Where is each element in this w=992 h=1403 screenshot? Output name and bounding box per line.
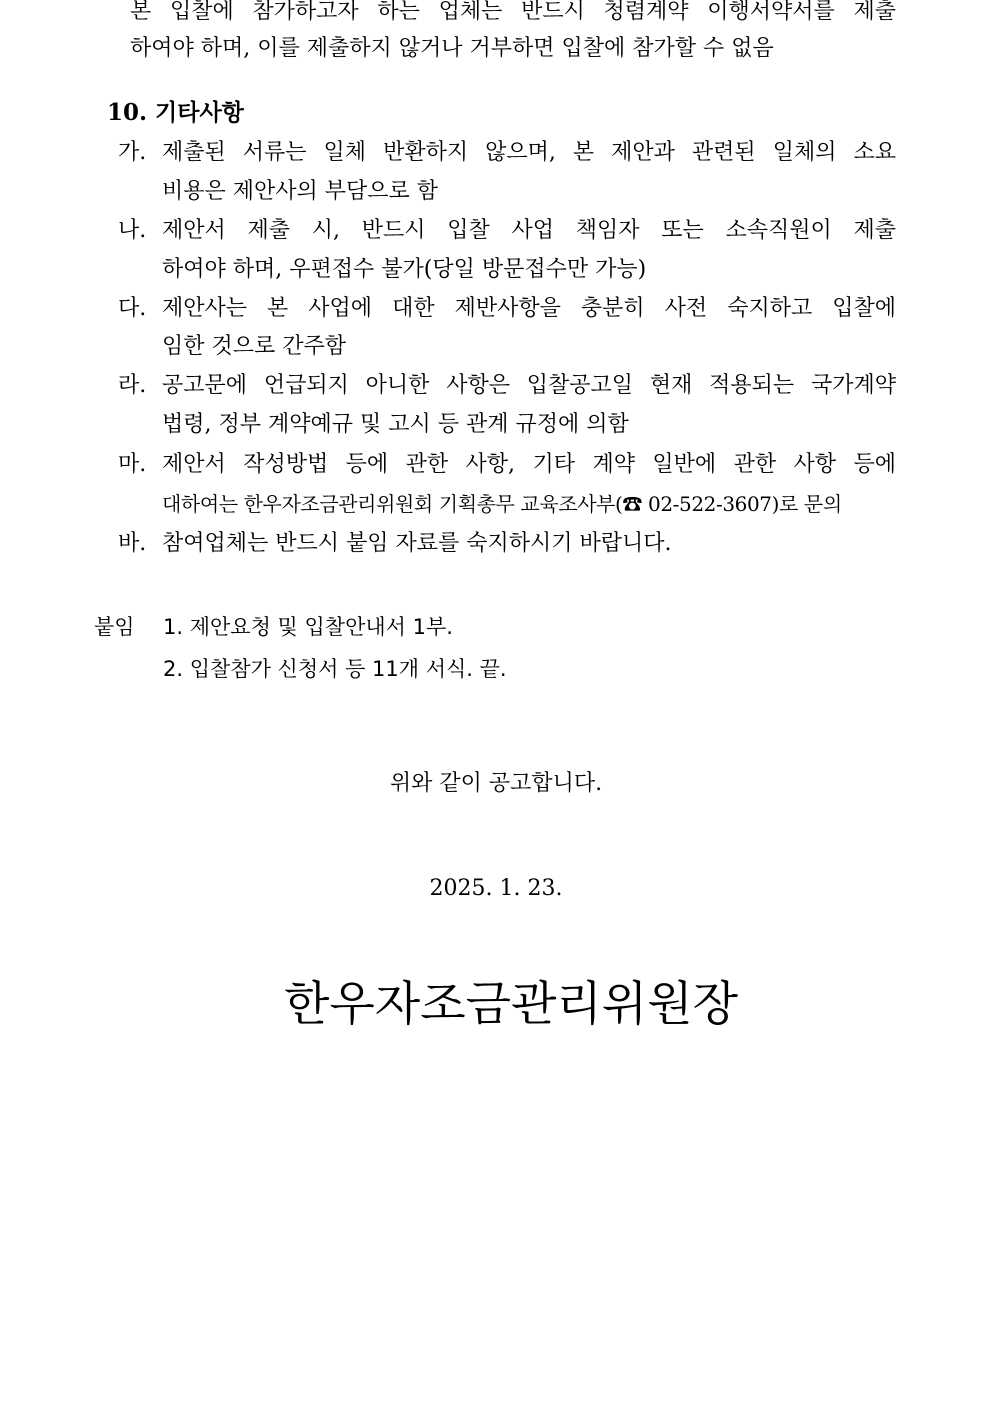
attachment-label: 붙임	[94, 615, 135, 639]
contact-line: 대하여는 한우자조금관리위원회 기획총무 교육조사부(☎ 02-522-3607)로 문의	[162, 492, 842, 516]
intro-line-1: 본 입찰에 참가하고자 하는 업체는 반드시 청렴계약 이행서약서를 제출	[130, 0, 896, 24]
item-text-line: 하여야 하며, 우편접수 불가(당일 방문접수만 가능)	[162, 257, 647, 282]
intro-line-2: 하여야 하며, 이를 제출하지 않거나 거부하면 입찰에 참가할 수 없음	[130, 36, 774, 61]
item-text-line: 법령, 정부 계약예규 및 고시 등 관계 규정에 의함	[162, 412, 629, 437]
item-mark: 가.	[118, 140, 147, 165]
item-mark: 마.	[118, 452, 147, 477]
item-mark: 다.	[118, 296, 147, 321]
item-mark: 라.	[118, 373, 147, 398]
item-text-line: 참여업체는 반드시 붙임 자료를 숙지하시기 바랍니다.	[162, 531, 672, 556]
item-mark: 바.	[118, 531, 147, 556]
item-text-line: 제안서 제출 시, 반드시 입찰 사업 책임자 또는 소속직원이 제출	[162, 218, 896, 243]
announcement-date: 2025. 1. 23.	[429, 876, 563, 901]
attachment-item: 1. 제안요청 및 입찰안내서 1부.	[163, 615, 453, 639]
item-text-line: 제출된 서류는 일체 반환하지 않으며, 본 제안과 관련된 일체의 소요	[162, 140, 896, 165]
issuer-signature: 한우자조금관리위원장	[283, 977, 739, 1032]
item-text-line: 임한 것으로 간주함	[162, 334, 347, 359]
item-text-line: 비용은 제안사의 부담으로 함	[162, 179, 439, 204]
section-heading: 10. 기타사항	[107, 99, 244, 126]
item-mark: 나.	[118, 218, 147, 243]
item-text-line: 공고문에 언급되지 아니한 사항은 입찰공고일 현재 적용되는 국가계약	[162, 373, 896, 398]
item-text-line: 제안서 작성방법 등에 관한 사항, 기타 계약 일반에 관한 사항 등에	[162, 452, 896, 477]
item-text-line: 제안사는 본 사업에 대한 제반사항을 충분히 사전 숙지하고 입찰에	[162, 296, 896, 321]
closing-statement: 위와 같이 공고합니다.	[389, 771, 603, 796]
attachment-item: 2. 입찰참가 신청서 등 11개 서식. 끝.	[163, 657, 507, 681]
